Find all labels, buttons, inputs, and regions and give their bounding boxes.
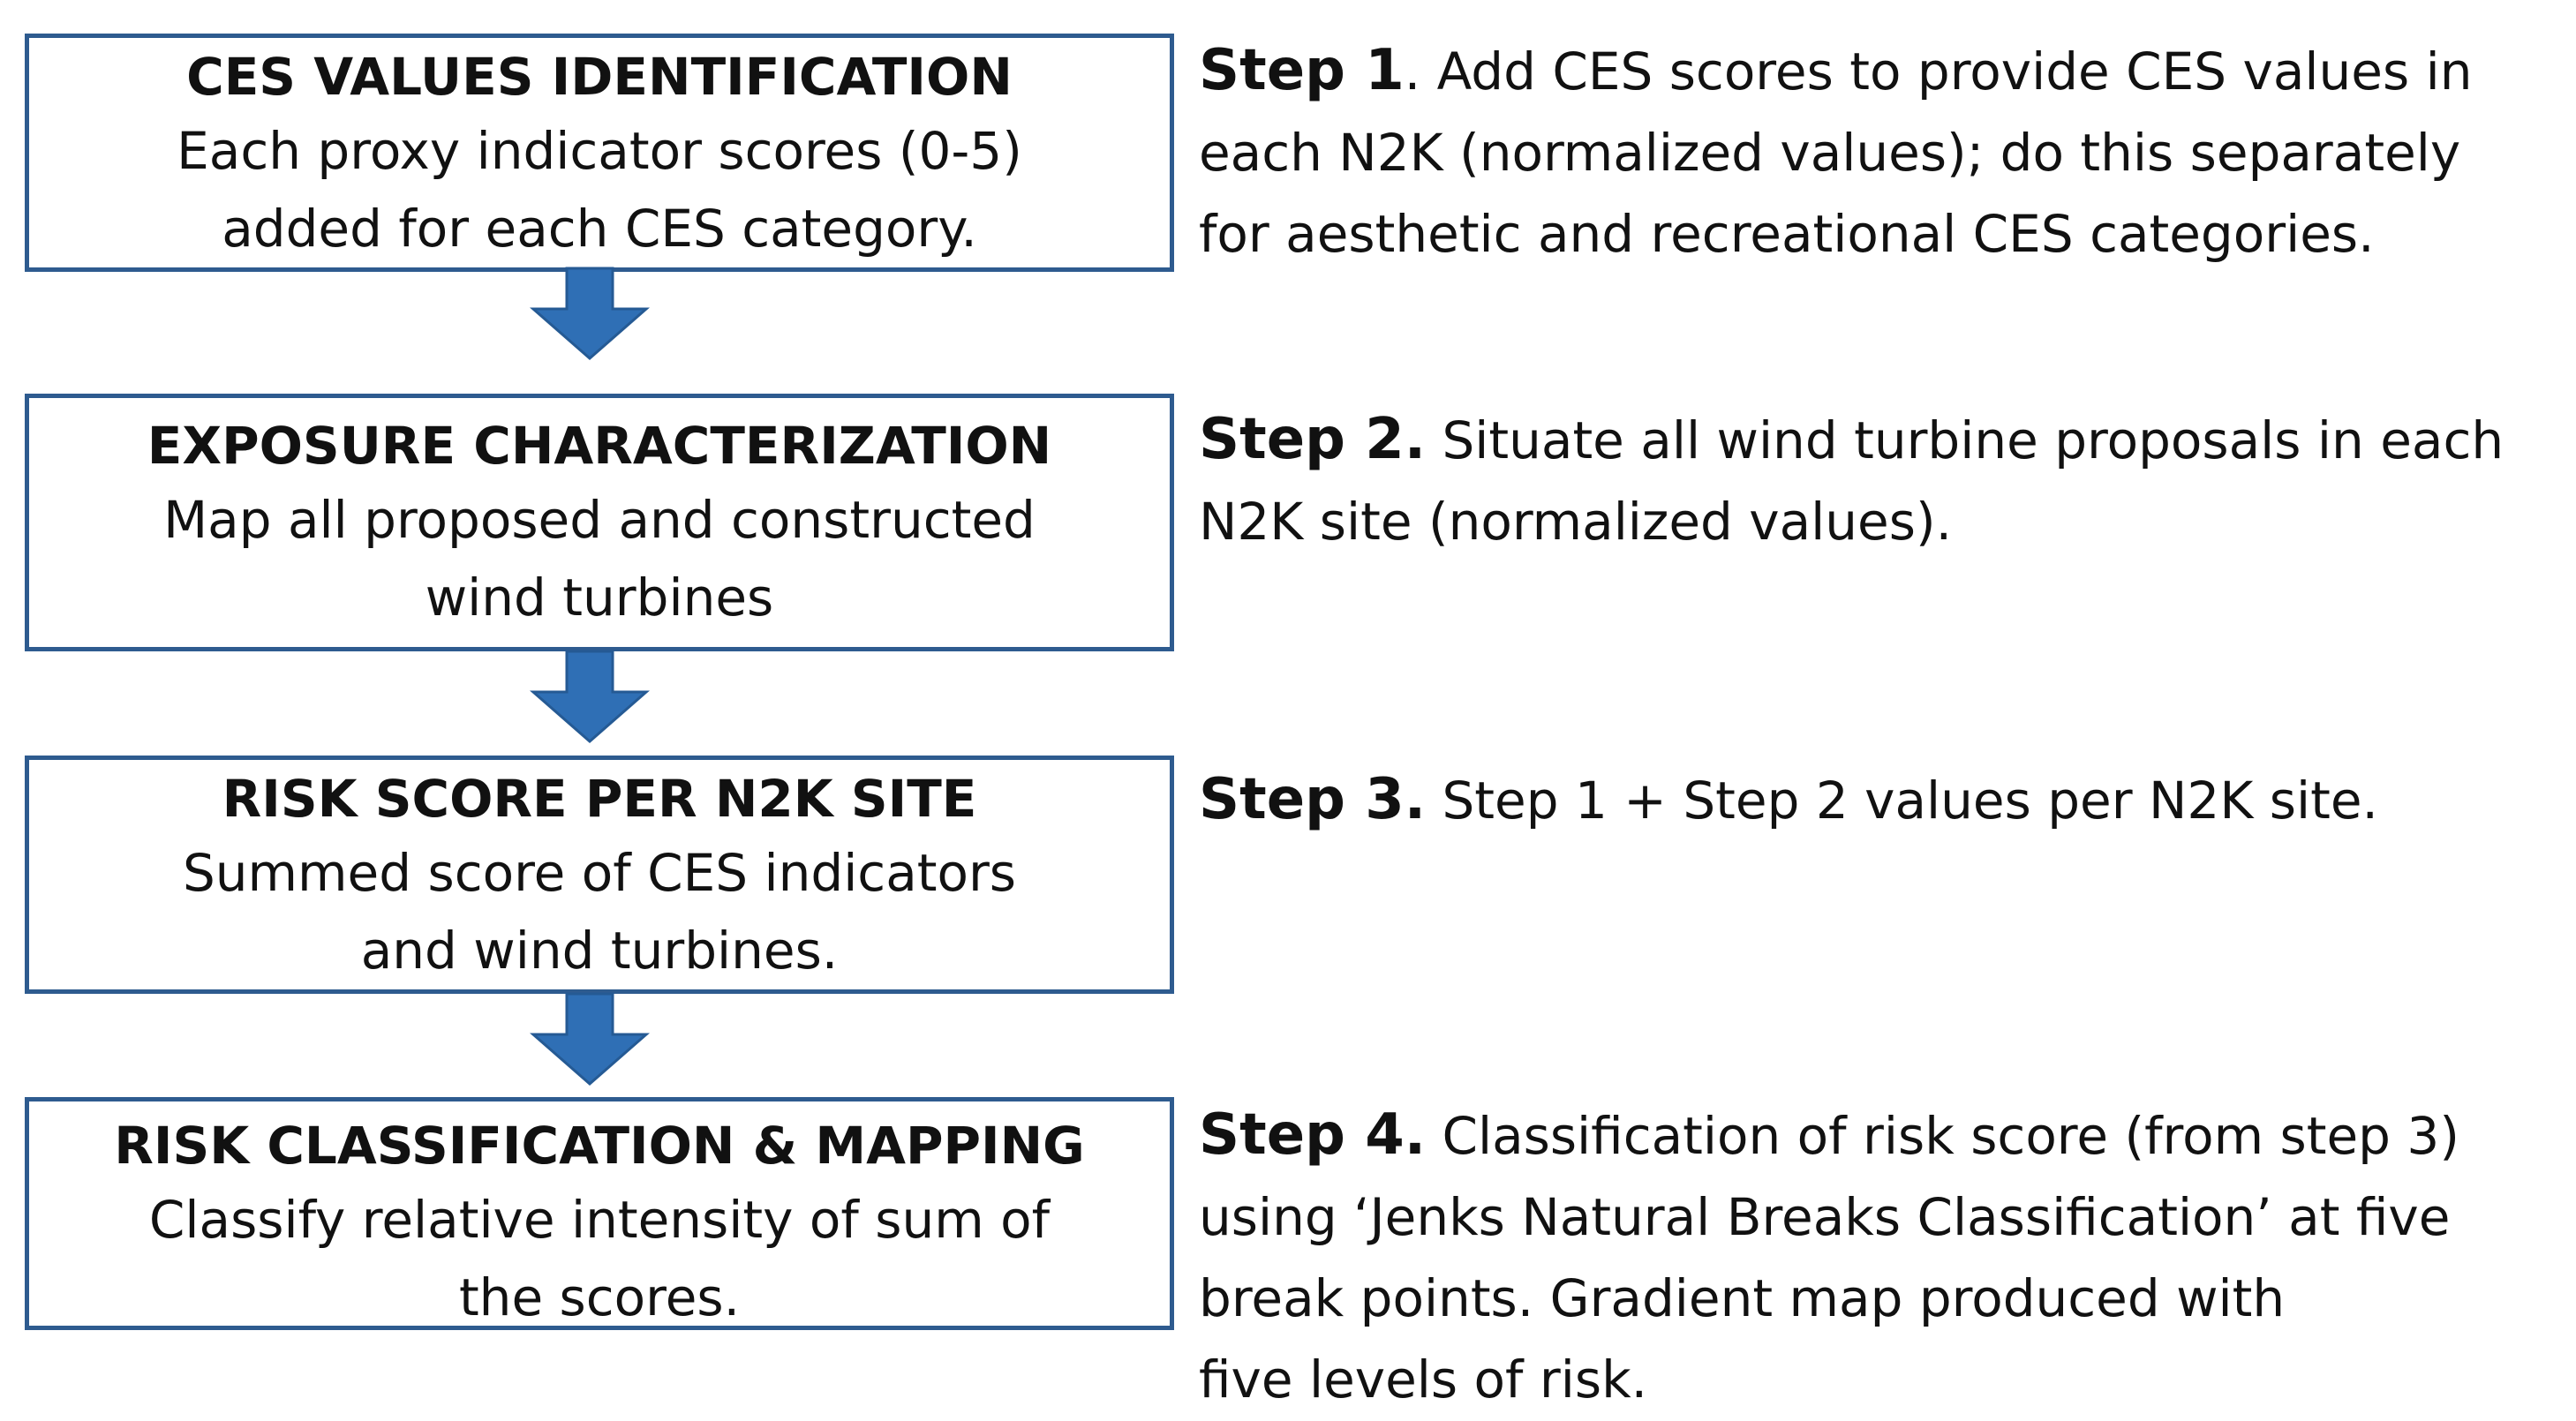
step-description-1 [1199, 30, 2472, 274]
down-arrow-icon [528, 648, 652, 745]
step-line: each N2K (normalized values); do this separately [1199, 123, 2461, 183]
step-text: Step 1 + Step 2 values per N2K site. [1426, 771, 2378, 831]
box-description [29, 834, 1170, 989]
box-description-line: the scores. [458, 1267, 741, 1327]
step-line: five levels of risk. [1199, 1350, 1648, 1410]
box-description [29, 1181, 1170, 1336]
process-box-ces-values [25, 34, 1174, 272]
step-line: using ‘Jenks Natural Breaks Classification’ at five [1199, 1187, 2451, 1247]
process-box-risk-score [25, 756, 1174, 994]
box-description-line: Map all proposed and constructed [163, 490, 1036, 550]
step-line: break points. Gradient map produced with [1199, 1268, 2286, 1328]
down-arrow-icon [528, 990, 652, 1087]
box-title: CES VALUES IDENTIFICATION [186, 47, 1013, 107]
step-line: N2K site (normalized values). [1199, 492, 1953, 552]
step-text: . Add CES scores to provide CES values in [1404, 41, 2473, 102]
box-description-line: Each proxy indicator scores (0-5) [177, 121, 1022, 181]
step-line [1199, 30, 2472, 112]
box-description-line: wind turbines [425, 568, 774, 628]
process-box-exposure [25, 394, 1174, 651]
step-label: Step 3. [1199, 767, 1427, 832]
box-description [29, 112, 1170, 267]
step-description-3 [1199, 759, 2378, 841]
step-text: Situate all wind turbine proposals in each [1426, 410, 2504, 470]
box-description-line: and wind turbines. [360, 921, 839, 981]
process-box-risk-classification [25, 1097, 1174, 1330]
step-label: Step 4. [1199, 1102, 1427, 1168]
step-line [1199, 1094, 2459, 1177]
step-description-2 [1199, 399, 2504, 562]
step-description-4 [1199, 1094, 2459, 1420]
box-title: EXPOSURE CHARACTERIZATION [147, 416, 1052, 476]
step-label: Step 2. [1199, 407, 1427, 472]
down-arrow-icon [528, 265, 652, 362]
box-description-line: Summed score of CES indicators [182, 843, 1017, 903]
step-text: Classification of risk score (from step 3) [1426, 1106, 2459, 1166]
step-line [1199, 759, 2378, 841]
box-description [29, 481, 1170, 636]
box-description-line: Classify relative intensity of sum of [148, 1190, 1051, 1250]
box-title: RISK CLASSIFICATION & MAPPING [114, 1116, 1085, 1176]
step-label: Step 1 [1199, 38, 1405, 103]
box-description-line: added for each CES category. [222, 199, 977, 259]
step-line: for aesthetic and recreational CES categories. [1199, 204, 2375, 264]
box-title: RISK SCORE PER N2K SITE [222, 769, 977, 829]
step-line [1199, 399, 2504, 481]
